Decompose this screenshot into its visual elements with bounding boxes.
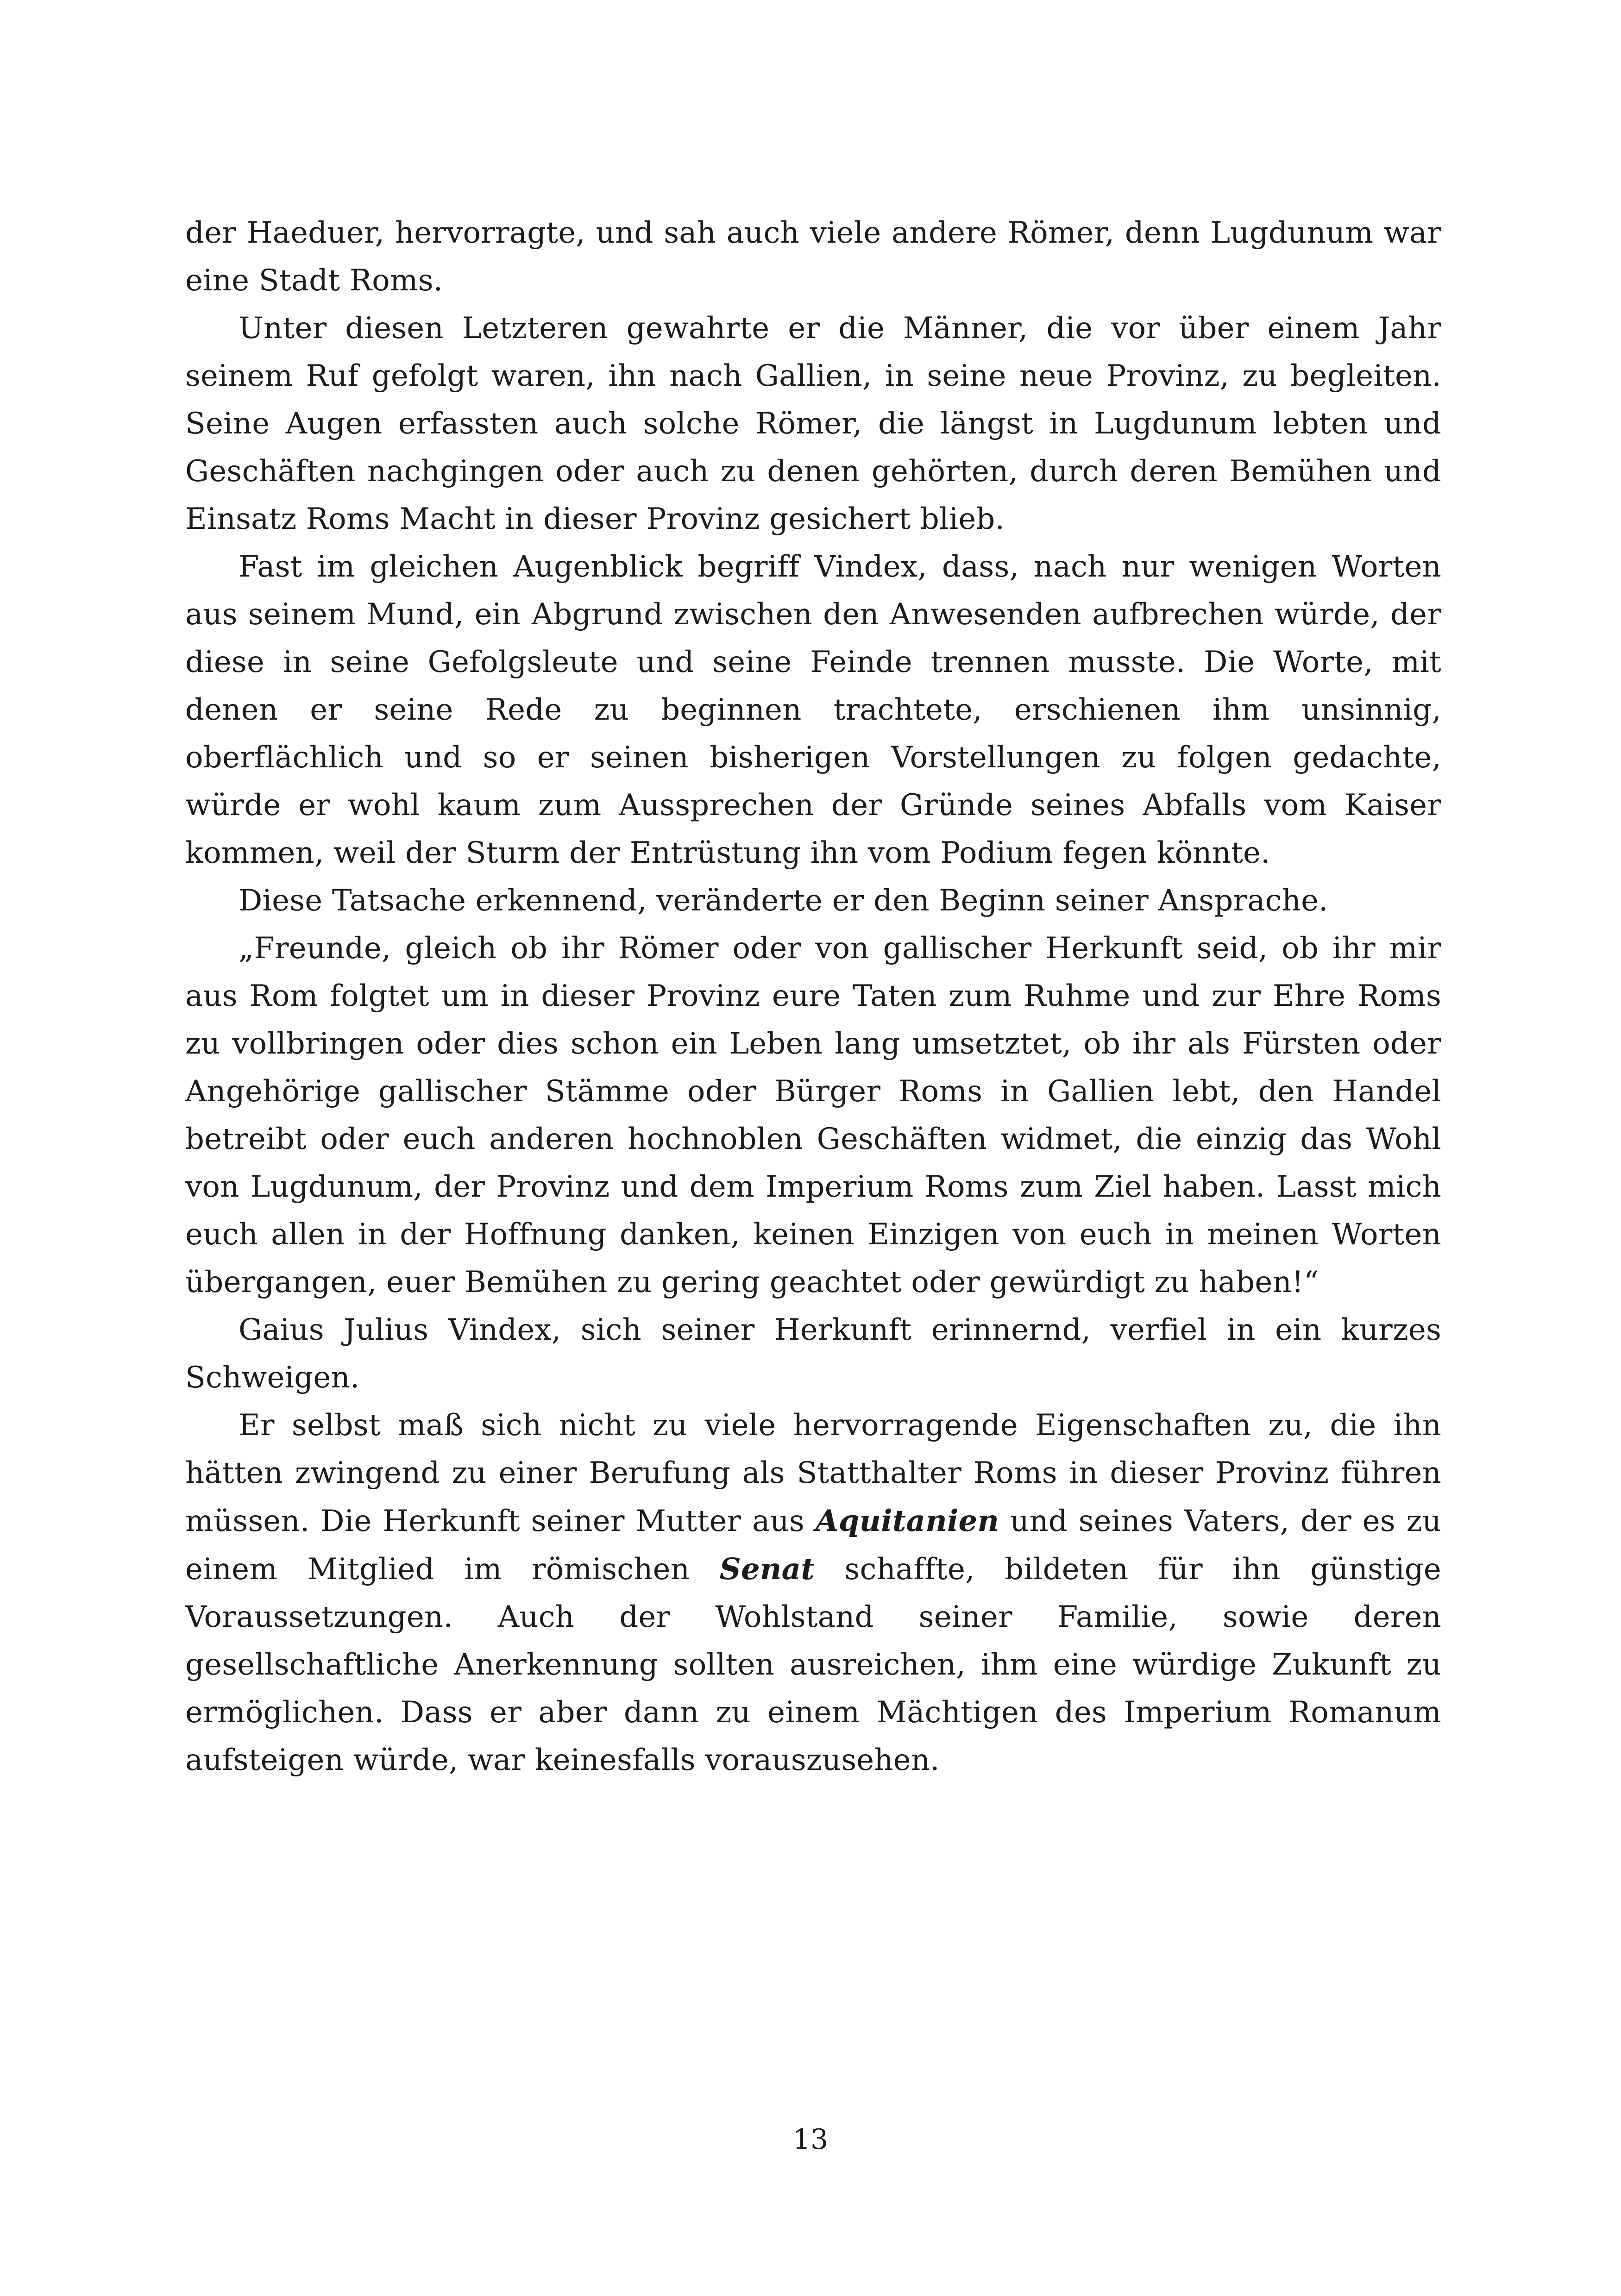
paragraph <box>185 1306 1441 1402</box>
text-run: Unter diesen Letzteren gewahrte er die Männer, die vor über einem Jahr seinem Ruf gefolgt waren, ihn nach Gallien, in seine neue Provinz, zu begleiten. Seine Augen erfassten auch solche Römer, die längst in Lugdunum lebten und Geschäften nachgingen oder auch zu denen gehörten, durch deren Bemühen und Einsatz Roms Macht in dieser Provinz gesichert blieb. <box>185 311 1441 536</box>
text-run: der Haeduer, hervorragte, und sah auch viele andere Römer, denn Lugdunum war eine Stadt Roms. <box>185 216 1441 298</box>
paragraph <box>185 925 1441 1306</box>
text-run-emphasis: Aquitanien <box>815 1504 999 1538</box>
paragraph <box>185 1402 1441 1784</box>
text-run: Gaius Julius Vindex, sich seiner Herkunft erinnernd, verfiel in ein kurzes Schweigen. <box>185 1313 1441 1395</box>
page-number: 13 <box>792 2123 829 2156</box>
text-run: Diese Tatsache erkennend, veränderte er den Beginn seiner Ansprache. <box>239 884 1328 918</box>
text-block <box>185 209 1441 1784</box>
text-run: schaffte, bildeten für ihn günstige Voraussetzungen. Auch der Wohlstand seiner Familie, sowie deren gesellschaftliche Anerkennung sollten ausreichen, ihm eine würdige Zukunft zu ermöglichen. Dass er aber dann zu einem Mächtigen des Imperium Romanum aufsteigen würde, war keinesfalls vorauszusehen. <box>185 1552 1442 1777</box>
paragraph <box>185 877 1441 925</box>
page-footer <box>0 2121 1621 2158</box>
text-run-emphasis: Senat <box>719 1552 815 1587</box>
text-run: Fast im gleichen Augenblick begriff Vindex, dass, nach nur wenigen Worten aus seinem Mund, ein Abgrund zwischen den Anwesenden aufbrechen würde, der diese in seine Gefolgsleute und seine Feinde trennen musste. Die Worte, mit denen er seine Rede zu beginnen trachtete, erschienen ihm unsinnig, oberflächlich und so er seinen bisherigen Vorstellungen zu folgen gedachte, würde er wohl kaum zum Aussprechen der Gründe seines Abfalls vom Kaiser kommen, weil der Sturm der Entrüstung ihn vom Podium fegen könnte. <box>185 550 1441 870</box>
paragraph <box>185 209 1441 305</box>
text-run: und seines Vaters, der es zu einem Mitglied im römischen <box>185 1504 1441 1587</box>
text-run: „Freunde, gleich ob ihr Römer oder von gallischer Herkunft seid, ob ihr mir aus Rom folgtet um in dieser Provinz eure Taten zum Ruhme und zur Ehre Roms zu vollbringen oder dies schon ein Leben lang umsetztet, ob ihr als Fürsten oder Angehörige gallischer Stämme oder Bürger Roms in Gallien lebt, den Handel betreibt oder euch anderen hochnoblen Geschäften widmet, die einzig das Wohl von Lugdunum, der Provinz und dem Imperium Roms zum Ziel haben. Lasst mich euch allen in der Hoffnung danken, keinen Einzigen von euch in meinen Worten übergangen, euer Bemühen zu gering geachtet oder gewürdigt zu haben!“ <box>185 931 1441 1299</box>
text-run: Er selbst maß sich nicht zu viele hervorragende Eigenschaften zu, die ihn hätten zwingend zu einer Berufung als Statthalter Roms in dieser Provinz führen müssen. Die Herkunft seiner Mutter aus <box>185 1408 1441 1538</box>
paragraph <box>185 305 1441 543</box>
paragraph <box>185 543 1441 877</box>
